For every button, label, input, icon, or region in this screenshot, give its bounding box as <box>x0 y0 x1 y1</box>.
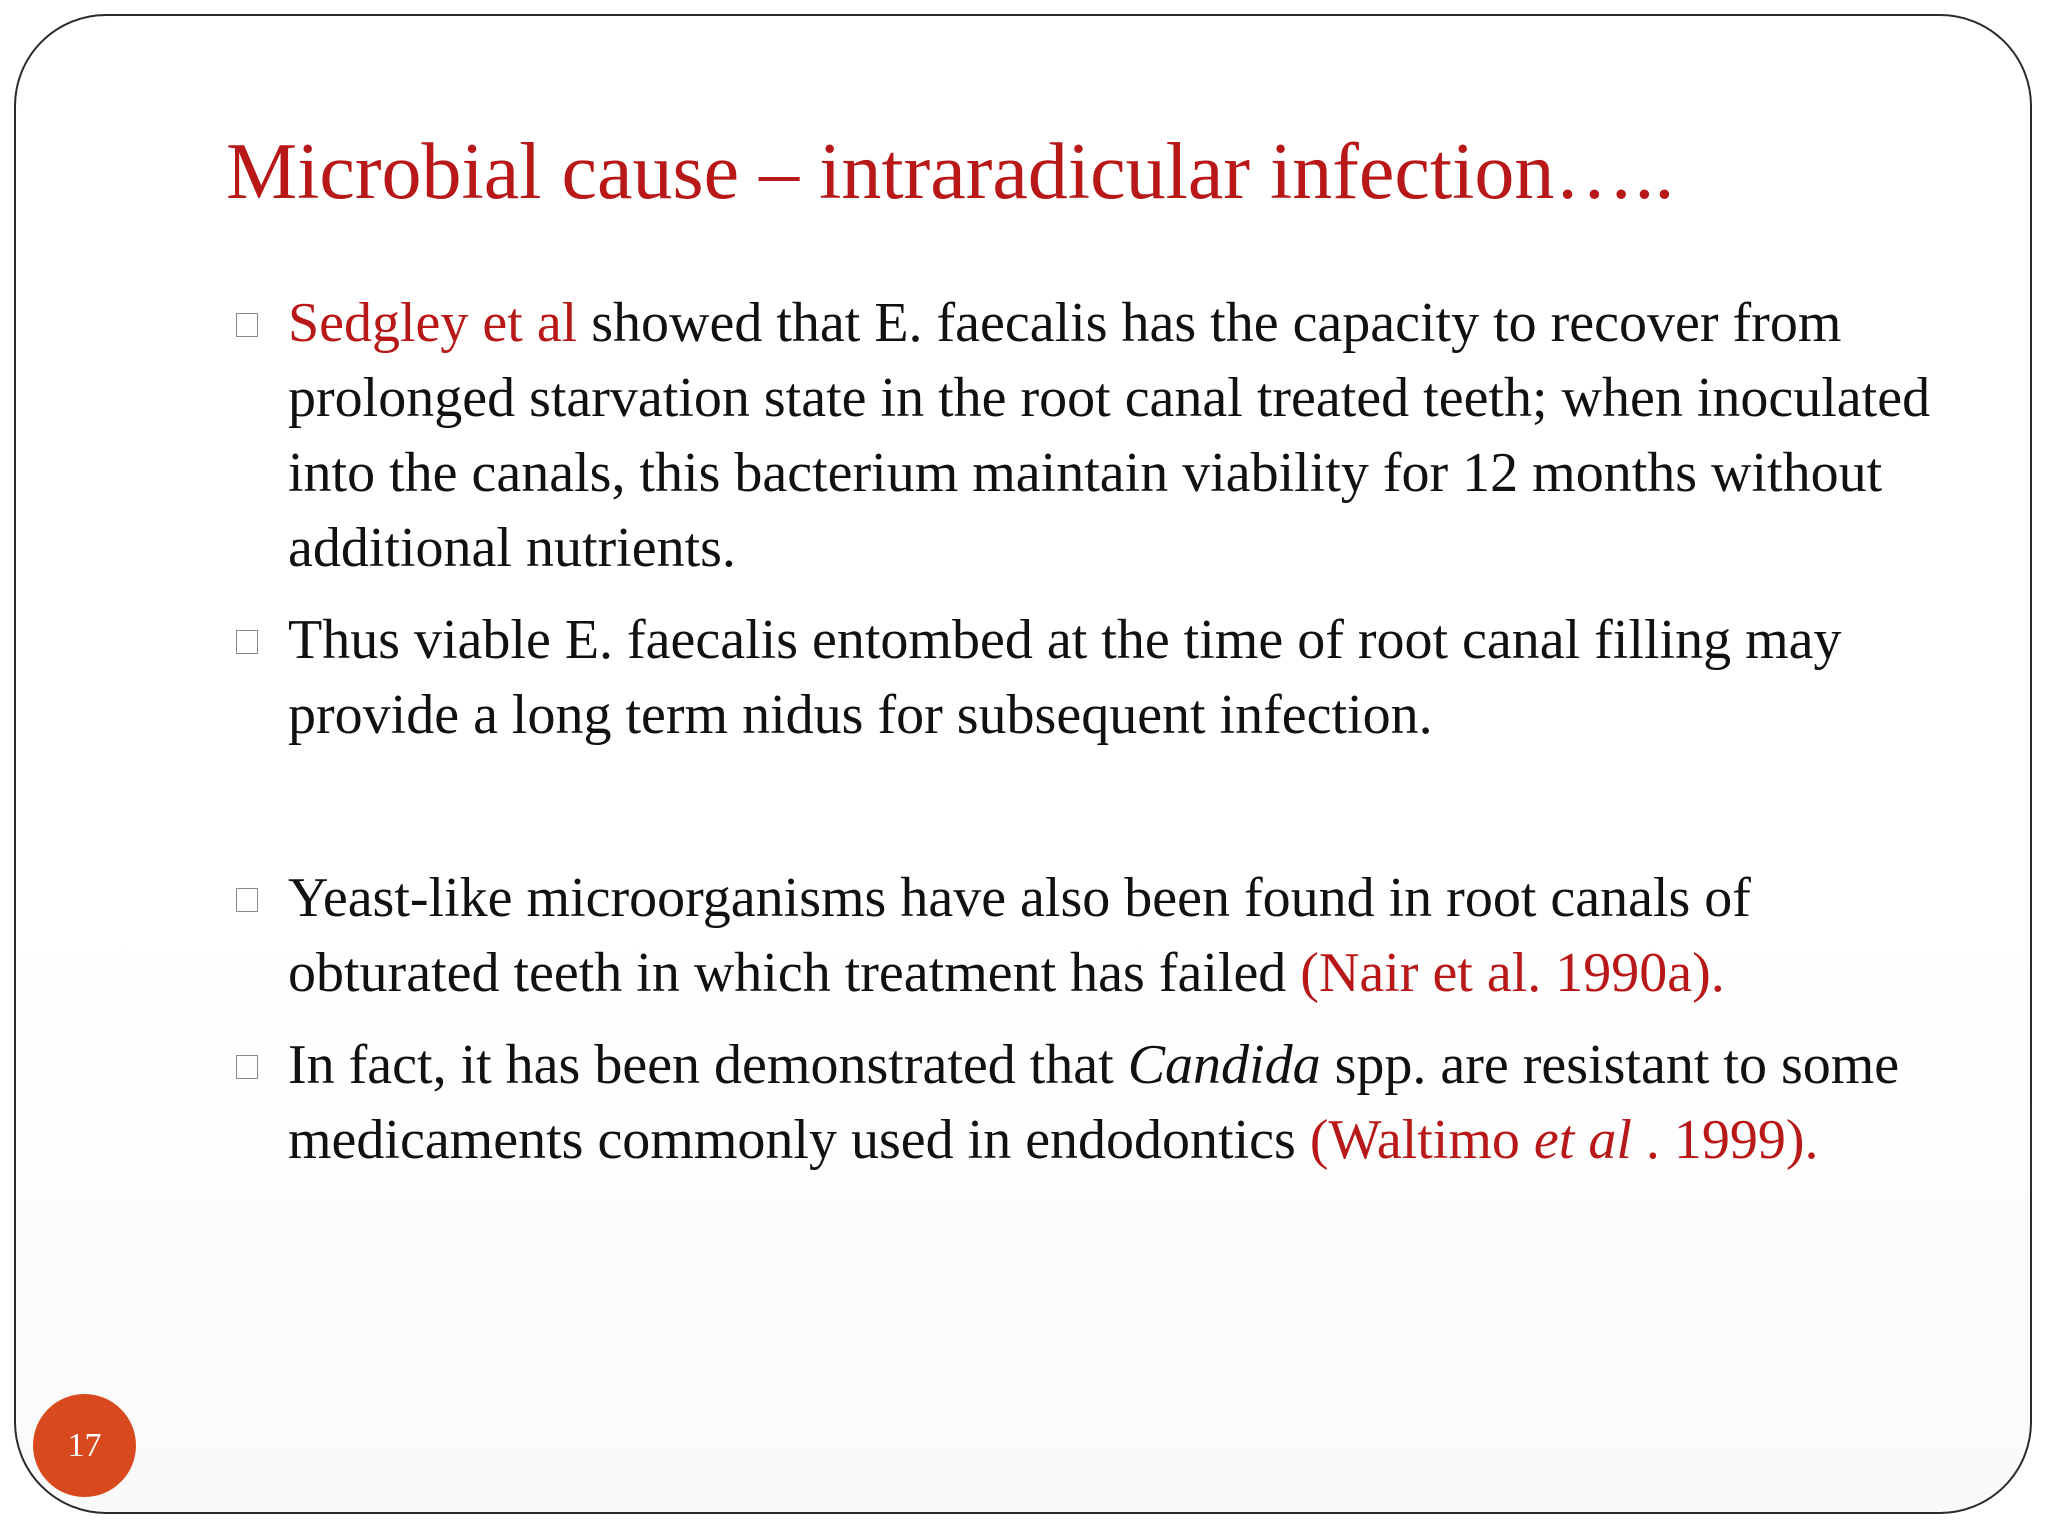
citation: (Waltimo <box>1309 1109 1534 1171</box>
page-number-badge: 17 <box>33 1394 136 1497</box>
hollow-square-icon <box>236 630 258 654</box>
species-name: Candida <box>1127 1034 1321 1096</box>
bullet-text: In fact, it has been demonstrated that <box>288 1034 1128 1096</box>
bullet-text: spp. are resistant to some medicaments commonly used in endodontics <box>288 1034 1900 1171</box>
bullet-text: Thus viable E. faecalis entombed at the time of root canal filling may provide a long term nidus for subsequent infection. <box>288 609 1842 746</box>
hollow-square-icon <box>236 313 258 337</box>
hollow-square-icon <box>236 1055 258 1079</box>
bullet-text: Yeast-like microorganisms have also been found in root canals of obturated teeth in which treatment has failed <box>288 867 1751 1004</box>
bullet-item <box>232 1028 1952 1178</box>
bullet-item <box>232 861 1952 1011</box>
hollow-square-icon <box>236 888 258 912</box>
citation-italic: et al <box>1533 1109 1632 1171</box>
bullet-item <box>232 603 1952 753</box>
bullet-item <box>232 286 1952 586</box>
citation: (Nair et al. 1990a). <box>1300 942 1725 1004</box>
citation: Sedgley et al <box>288 292 578 354</box>
slide-title: Microbial cause – intraradicular infection….. <box>226 128 1675 216</box>
bullet-list <box>232 286 1952 1178</box>
bullet-text: showed that E. faecalis has the capacity to recover from prolonged starvation state in the root canal treated teeth; when inoculated into the canals, this bacterium maintain viability for 12 months without additional nutrients. <box>288 292 1931 579</box>
citation: . 1999). <box>1631 1109 1819 1171</box>
